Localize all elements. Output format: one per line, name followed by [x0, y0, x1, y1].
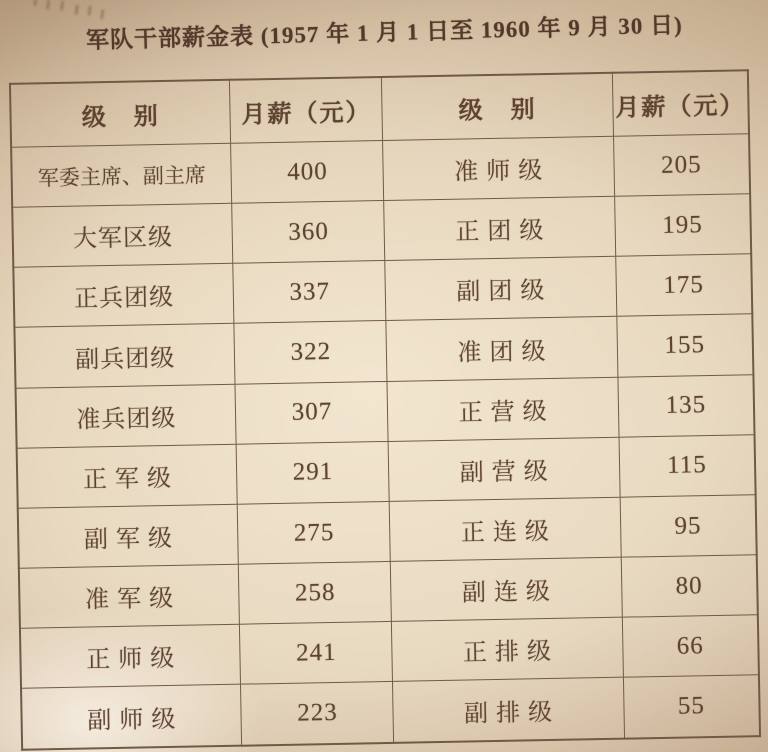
rank-cell: 正兵团级	[13, 264, 234, 328]
rank-cell: 正 军 级	[17, 444, 238, 508]
rank-cell: 军委主席、副主席	[11, 143, 232, 207]
salary-cell: 241	[240, 622, 393, 685]
header-rank-left: 级 别	[10, 80, 231, 148]
header-salary-left: 月薪（元）	[230, 77, 383, 143]
rank-cell: 正 营 级	[387, 377, 618, 441]
faint-page-edge-marks	[34, 0, 120, 10]
header-salary-right: 月薪（元）	[612, 70, 749, 136]
rank-cell: 副 连 级	[391, 557, 622, 621]
rank-cell: 准 团 级	[386, 317, 617, 381]
salary-table-wrapper	[9, 69, 761, 750]
salary-cell: 275	[238, 501, 391, 564]
salary-cell: 66	[622, 615, 759, 678]
table-row	[21, 675, 760, 750]
rank-cell: 准 师 级	[383, 136, 614, 200]
salary-cell: 55	[623, 675, 760, 739]
header-rank-right: 级 别	[382, 73, 613, 141]
rank-cell: 正 师 级	[20, 624, 241, 688]
rank-cell: 正 排 级	[392, 617, 623, 681]
salary-cell: 135	[618, 374, 755, 437]
rank-cell: 准 军 级	[19, 564, 240, 628]
rank-cell: 副兵团级	[14, 324, 235, 388]
salary-cell: 400	[231, 140, 384, 203]
salary-cell: 95	[620, 495, 757, 558]
rank-cell: 副 师 级	[21, 685, 242, 750]
rank-cell: 副 军 级	[18, 504, 239, 568]
salary-cell: 195	[614, 194, 751, 257]
rank-cell: 准兵团级	[16, 384, 237, 448]
rank-cell: 正 连 级	[390, 497, 621, 561]
salary-table	[9, 69, 761, 750]
salary-cell: 115	[619, 435, 756, 498]
salary-cell: 307	[235, 381, 388, 444]
rank-cell: 副 团 级	[385, 257, 616, 321]
salary-cell: 337	[233, 261, 386, 324]
salary-cell: 175	[615, 254, 752, 317]
salary-cell: 360	[232, 201, 385, 264]
rank-cell: 大军区级	[12, 203, 233, 267]
salary-cell: 258	[239, 562, 392, 625]
salary-cell: 155	[617, 314, 754, 377]
page-title: 军队干部薪金表 (1957 年 1 月 1 日至 1960 年 9 月 30 日)	[85, 12, 684, 53]
rank-cell: 副 营 级	[389, 437, 620, 501]
salary-cell: 223	[241, 682, 394, 746]
salary-cell: 322	[234, 321, 387, 384]
salary-cell: 205	[613, 134, 750, 197]
rank-cell: 副 排 级	[393, 678, 624, 743]
salary-cell: 80	[621, 555, 758, 618]
salary-cell: 291	[237, 441, 390, 504]
rank-cell: 正 团 级	[384, 196, 615, 260]
